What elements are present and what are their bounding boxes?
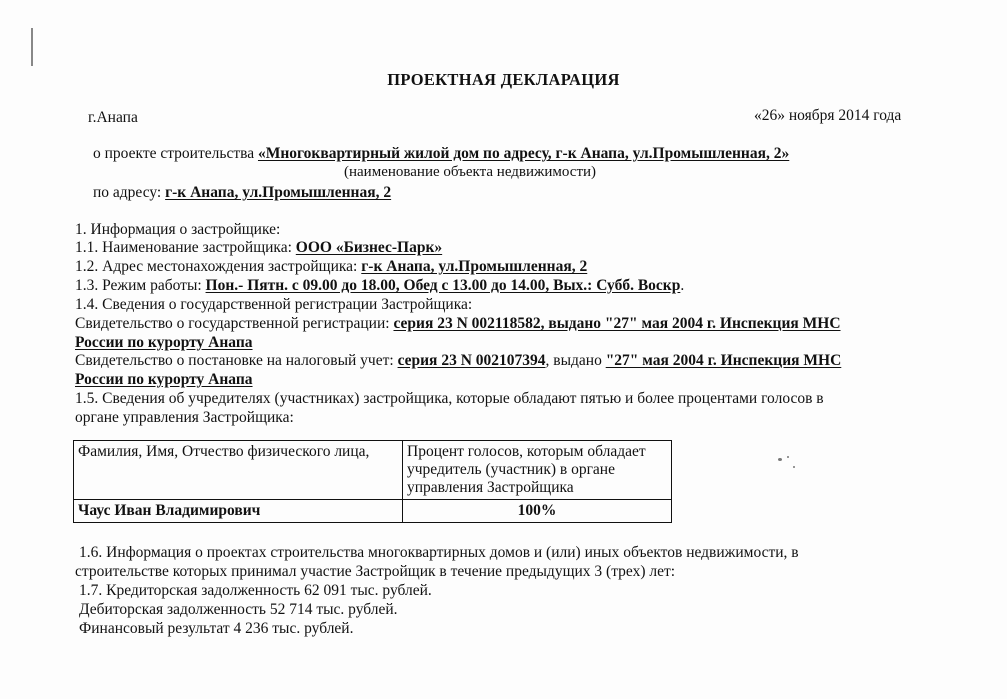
scan-artifact-mark <box>31 28 33 66</box>
project-address: г-к Анапа, ул.Промышленная, 2 <box>165 184 392 201</box>
project-name: «Многоквартирный жилой дом по адресу, г-к Анапа, ул.Промышленная, 2» <box>257 145 790 162</box>
financial-result: Финансовый результат 4 236 тыс. рублей. <box>79 620 354 637</box>
developer-address-line <box>75 257 587 276</box>
developer-name: ООО «Бизнес-Парк» <box>295 239 443 256</box>
scan-speck <box>793 466 795 468</box>
project-prefix: о проекте строительства <box>93 145 258 162</box>
tax-cert-separator: , выдано <box>545 352 606 369</box>
section16-line2: строительстве которых принимал участие Застройщик в течение предыдущих 3 (трех) лет: <box>75 563 676 580</box>
tax-cert-number: серия 23 N 002107394 <box>397 352 546 369</box>
table-header-percent: Процент голосов, которым обладает учредитель (участник) в органе управления Застройщика <box>403 441 672 500</box>
registration-cert-line <box>75 314 841 333</box>
developer-name-label: 1.1. Наименование застройщика: <box>75 239 296 256</box>
scan-speck <box>778 458 782 461</box>
tax-cert-label: Свидетельство о постановке на налоговый учет: <box>75 352 398 369</box>
project-line <box>93 144 789 163</box>
work-hours: Пон.- Пятн. с 09.00 до 18.00, Обед с 13.00 до 14.00, Вых.: Субб. Воскр <box>205 277 681 294</box>
table-header-row <box>74 441 672 500</box>
document-title: ПРОЕКТНАЯ ДЕКЛАРАЦИЯ <box>387 70 620 89</box>
registration-heading: 1.4. Сведения о государственной регистрации Застройщика: <box>75 296 473 313</box>
work-hours-label: 1.3. Режим работы: <box>75 277 206 294</box>
founders-text-line2: органе управления Застройщика: <box>75 409 294 426</box>
tax-cert-issuer: России по курорту Анапа <box>75 371 253 388</box>
project-address-line <box>93 183 391 202</box>
section1-heading: 1. Информация о застройщике: <box>75 221 281 238</box>
developer-address-label: 1.2. Адрес местонахождения застройщика: <box>75 258 362 275</box>
project-caption: (наименование объекта недвижимости) <box>344 164 597 180</box>
scan-speck <box>787 456 789 458</box>
creditor-debt: 1.7. Кредиторская задолженность 62 091 тыс. рублей. <box>79 582 432 599</box>
registration-cert-value: серия 23 N 002118582, выдано "27" мая 2004 г. Инспекция МНС <box>393 315 841 332</box>
debtor-debt: Дебиторская задолженность 52 714 тыс. рублей. <box>79 601 398 618</box>
tax-cert-date: "27" мая 2004 г. Инспекция МНС <box>605 352 842 369</box>
registration-cert-label: Свидетельство о государственной регистрации: <box>75 315 394 332</box>
table-header-name: Фамилия, Имя, Отчество физического лица, <box>74 441 403 500</box>
registration-cert-issuer: России по курорту Анапа <box>75 334 253 351</box>
founders-table <box>73 440 672 523</box>
work-hours-end: . <box>680 277 685 294</box>
developer-address: г-к Анапа, ул.Промышленная, 2 <box>361 258 588 275</box>
project-address-prefix: по адресу: <box>93 184 166 201</box>
founder-percent: 100% <box>403 500 672 523</box>
section16-line1: 1.6. Информация о проектах строительства многоквартирных домов и (или) иных объектов недвижимости, в <box>79 544 799 561</box>
city-label: г.Анапа <box>88 109 138 126</box>
founder-name: Чаус Иван Владимирович <box>74 500 403 523</box>
work-hours-line <box>75 276 684 295</box>
tax-cert-line <box>75 351 841 370</box>
founders-text-line1: 1.5. Сведения об учредителях (участниках) застройщика, которые обладают пятью и более процентами голосов в <box>75 390 824 407</box>
document-date: «26» ноября 2014 года <box>754 107 902 124</box>
developer-name-line <box>75 238 442 257</box>
table-row <box>74 500 672 523</box>
